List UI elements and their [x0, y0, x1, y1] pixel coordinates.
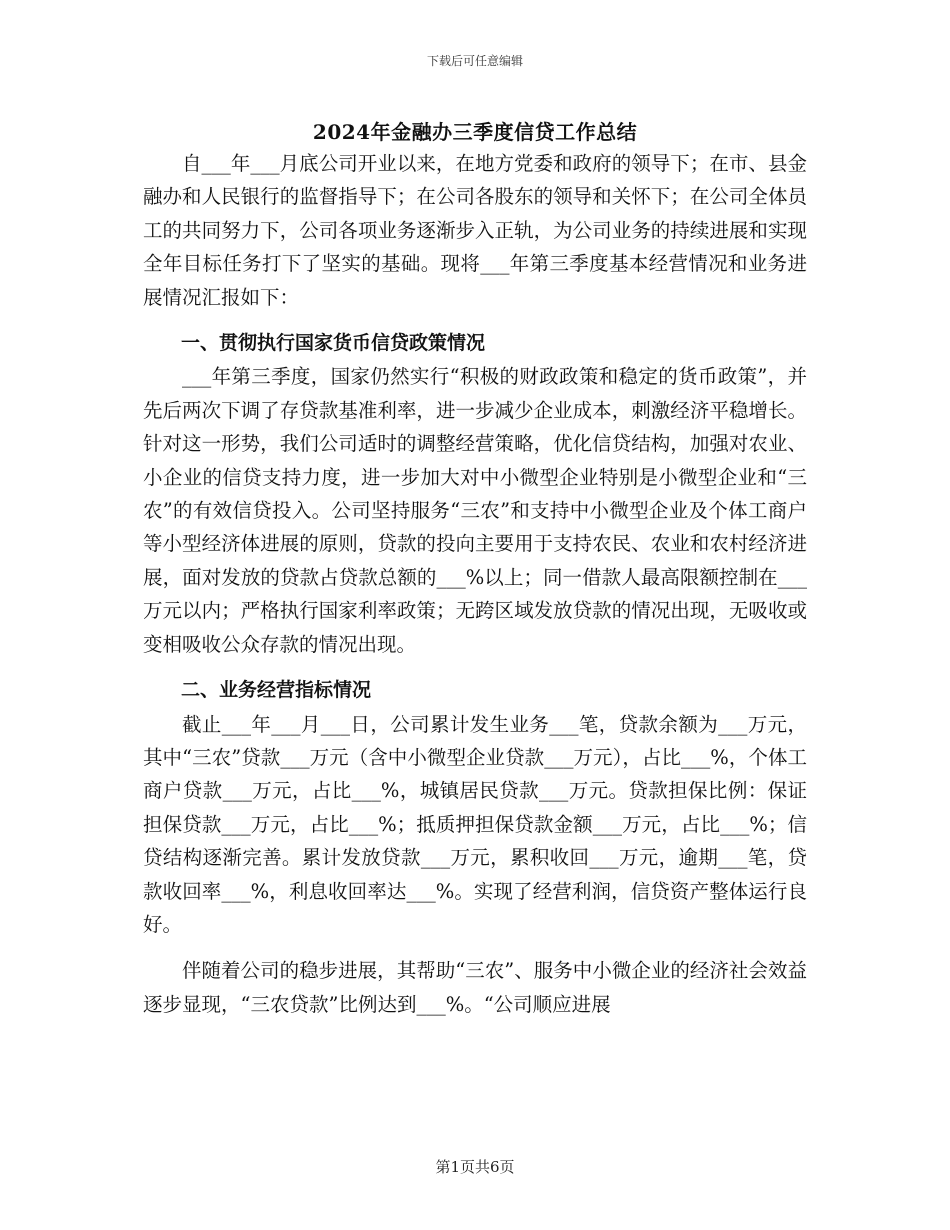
section-heading-1: 一、贯彻执行国家货币信贷政策情况 — [181, 332, 486, 355]
section-2-paragraph: 截止___年___月___日，公司累计发生业务___笔，贷款余额为___万元，其中“三农”贷款___万元（含中小微型企业贷款___万元），占比___%，个体工商户贷款___万元，占比___%，城镇居民贷款___万元。贷款担保比例：保证担保贷款___万元，占比___%；抵质押担保贷款金额___万元，占比___%；信贷结构逐渐完善。累计发放贷款___万元，累积收回___万元，逾期___笔，贷款收回率___%，利息收回率达___%。实现了经营利润，信贷资产整体运行良好。 — [143, 712, 807, 936]
intro-paragraph: 自___年___月底公司开业以来，在地方党委和政府的领导下；在市、县金融办和人民银行的监督指导下；在公司各股东的领导和关怀下；在公司全体员工的共同努力下，公司各项业务逐渐步入正轨，为公司业务的持续进展和实现全年目标任务打下了坚实的基础。现将___年第三季度基本经营情况和业务进展情况汇报如下： — [143, 152, 807, 309]
page-number: 第1页共6页 — [435, 1158, 515, 1176]
document-title: 2024年金融办三季度信贷工作总结 — [312, 120, 638, 144]
section-heading-2: 二、业务经营指标情况 — [181, 679, 372, 702]
section-2-paragraph-continued: 伴随着公司的稳步进展，其帮助“三农”、服务中小微企业的经济社会效益逐步显现，“三农贷款”比例达到___%。“公司顺应进展 — [143, 959, 807, 1016]
document-body — [143, 147, 807, 1021]
header-note: 下载后可任意编辑 — [426, 54, 523, 68]
section-1-paragraph: ___年第三季度，国家仍然实行“积极的财政政策和稳定的货币政策”，并先后两次下调了存贷款基准利率，进一步减少企业成本，刺激经济平稳增长。针对这一形势，我们公司适时的调整经营策略，优化信贷结构，加强对农业、小企业的信贷支持力度，进一步加大对中小微型企业特别是小微型企业和“三农”的有效信贷投入。公司坚持服务“三农”和支持中小微型企业及个体工商户等小型经济体进展的原则，贷款的投向主要用于支持农民、农业和农村经济进展，面对发放的贷款占贷款总额的___%以上；同一借款人最高限额控制在___万元以内；严格执行国家利率政策；无跨区域发放贷款的情况出现，无吸收或变相吸收公众存款的情况出现。 — [143, 365, 807, 656]
